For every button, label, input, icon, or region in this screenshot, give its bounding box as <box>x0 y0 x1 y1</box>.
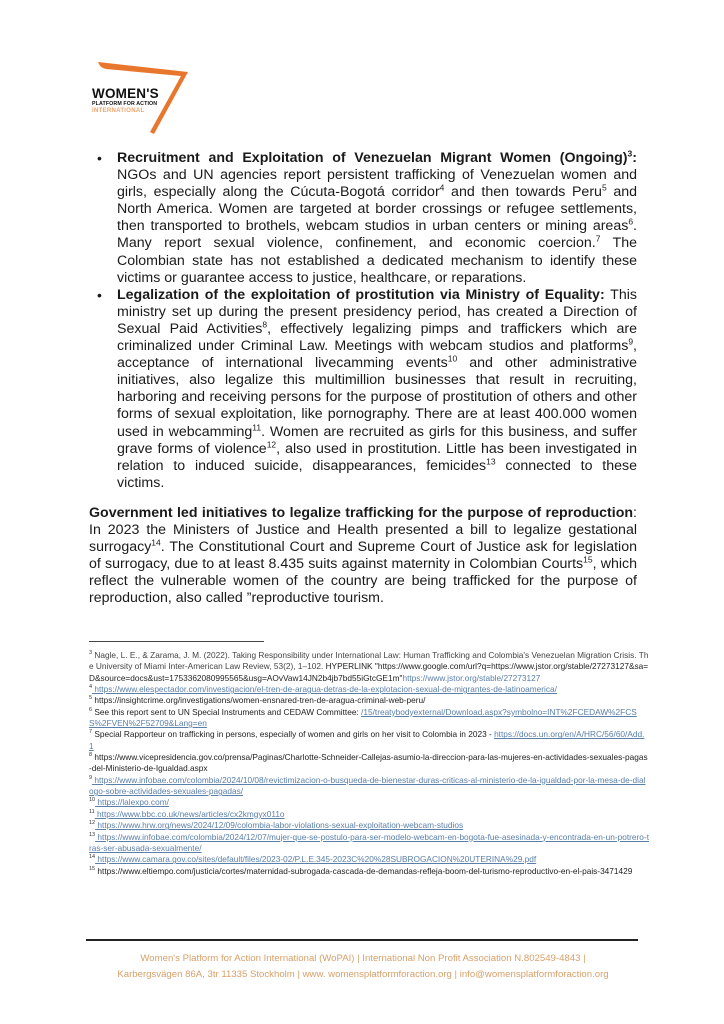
footnote-number: 7 <box>89 729 93 736</box>
footnote-number: 9 <box>89 775 93 782</box>
bullet-title-colon: : <box>632 150 637 166</box>
text-run: , acceptance of international livecamming events <box>117 338 637 372</box>
footnote-link[interactable]: https://www.jstor.org/stable/27273127 <box>402 672 541 683</box>
footnote-4 <box>89 684 649 695</box>
footnote-ref[interactable]: 9 <box>628 336 634 347</box>
footnote-7 <box>89 729 649 752</box>
footnote-number: 6 <box>89 706 93 713</box>
footnote-ref[interactable]: 8 <box>262 319 268 330</box>
text-run: . The Constitutional Court and Supreme Court of Justice ask for legislation of surrogacy, due to at least 8.435 suits against maternity in Colombian Courts <box>89 539 637 573</box>
bullet-item-ministry-equality <box>97 286 637 492</box>
logo-wordmark <box>92 87 159 114</box>
footnote-ref[interactable]: 13 <box>486 455 496 466</box>
text-run: and then towards Peru <box>444 184 602 201</box>
footnote-15 <box>89 866 649 877</box>
footnote-number: 10 <box>89 797 96 804</box>
footnote-number: 5 <box>89 695 93 702</box>
footnote-link[interactable]: https://lalexpo.com/ <box>95 797 169 808</box>
footnotes <box>89 650 649 877</box>
document-body <box>89 150 637 607</box>
text-run: : In 2023 the Ministers of Justice and Health presented a bill to legalize gestational surrogacy <box>89 504 637 556</box>
bullet-item-venezuelan-migrants <box>97 148 638 287</box>
footnote-text: https://insightcrime.org/investigations/women-ensnared-tren-de-aragua-criminal-web-peru/ <box>92 695 426 706</box>
footnote-5 <box>89 695 649 706</box>
footer-line-2: Karbergsvägen 86A, 3tr 11335 Stockholm | www. womensplatformforaction.org | info@womensplatformforaction.org <box>117 969 609 980</box>
footer-divider <box>86 939 638 941</box>
footnote-ref[interactable]: 5 <box>601 182 607 193</box>
footnote-number: 14 <box>89 854 96 861</box>
footnote-number: 3 <box>89 650 93 657</box>
text-run: and North America. Women are targeted at border crossings or refugee settlements, then transported to brothels, webcam studios in urban centers or mining areas <box>117 184 637 235</box>
footnote-link[interactable]: https://www.hrw.org/news/2024/12/09/colombia-labor-violations-sexual-exploitation-webcam-studios <box>95 820 464 831</box>
footnote-link[interactable]: https://docs.un.org/en/A/HRC/56/60/Add.1 <box>89 729 645 751</box>
text-run: , which reflect the vulnerable women of the country are being trafficked for the purpose of reproduction, also called ”reproductive tourism. <box>89 556 637 607</box>
footnote-12 <box>89 820 649 831</box>
footnote-number: 11 <box>89 809 95 816</box>
logo-line-platform: PLATFORM FOR ACTION <box>92 100 158 107</box>
footnote-link[interactable]: https://www.elespectador.com/investigacion/el-tren-de-aragua-detras-de-la-explotacion-sexual-de-migrantes-de-latinoamerica/ <box>92 684 557 695</box>
bullet-icon: • <box>97 150 102 166</box>
logo-line-international: INTERNATIONAL <box>92 107 145 114</box>
footnote-ref[interactable]: 3 <box>627 148 633 159</box>
footnote-8 <box>89 752 649 775</box>
footnote-14 <box>89 854 649 865</box>
footnote-number: 12 <box>89 820 96 827</box>
footnote-10 <box>89 797 649 808</box>
footnote-link[interactable]: https://www.bbc.co.uk/news/articles/cx2kmgyx011o <box>94 808 285 819</box>
text-run: connected to these victims. <box>117 457 637 491</box>
footnote-ref[interactable]: 6 <box>628 216 634 227</box>
bullet-text <box>117 167 637 286</box>
footnote-text: HYPERLINK "https://www.google.com/url?q=https://www.jstor.org/stable/27273127&sa=D&source=docs&ust=1753362080995565&usg=AOvVaw14JN2b4jb7bd55iGtcGE1m" <box>89 661 649 683</box>
footnote-text: Special Rapporteur on trafficking in persons, especially of women and girls on her visit to Colombia in 2023 - <box>92 729 495 740</box>
footnote-ref[interactable]: 4 <box>439 182 445 193</box>
footnote-ref[interactable]: 15 <box>583 554 593 565</box>
footnote-number: 8 <box>89 752 93 759</box>
text-run: NGOs and UN agencies report persistent trafficking of Venezuelan women and girls, especially along the Cúcuta-Bogotá corridor <box>117 167 637 201</box>
footnote-number: 13 <box>89 831 96 838</box>
page-footer <box>80 951 646 983</box>
footnote-3 <box>89 650 649 684</box>
footnote-6 <box>89 707 649 730</box>
footnote-link[interactable]: /15/treatybodyexternal/Download.aspx?symbolno=INT%2FCEDAW%2FCSS%2FVEN%2F52709&Lang=en <box>89 706 637 729</box>
footnote-9 <box>89 775 649 798</box>
bullet-title: Legalization of the exploitation of prostitution via Ministry of Equality: <box>117 286 605 303</box>
paragraph-reproduction <box>89 505 637 608</box>
footnote-11 <box>89 809 649 820</box>
footnote-ref[interactable]: 12 <box>266 438 277 449</box>
bullet-text <box>117 287 637 491</box>
text-run: and other administrative initiatives, also legalize this multimillion businesses that result in recruiting, harboring and receiving persons for the purpose of prostitution of others and other forms of sexual exploitation, like pornography. There are at least 400.000 women used in webcamming <box>117 355 637 440</box>
footnote-ref[interactable]: 10 <box>447 353 458 364</box>
text-run: , effectively legalizing pimps and traffickers which are criminalized under Criminal Law. Meetings with webcam studios and platforms <box>117 320 637 355</box>
footnote-text: Nagle, L. E., & Zarama, J. M. (2022). Taking Responsibility under International Law: Human Trafficking and Colombia's Venezuelan Migration Crisis. The University of Miami Inter-American Law Review, 53(2), 1–102. <box>89 650 649 672</box>
footnote-link[interactable]: https://www.infobae.com/colombia/2024/12/07/mujer-que-se-postulo-para-ser-modelo-webcam-en-bogota-fue-asesinada-y-encontrada-en-un-potrero-tras-ser-abusada-sexualmente/ <box>89 831 649 853</box>
footnote-text: https://www.eltiempo.com/justicia/cortes/maternidad-subrogada-cascada-de-demandas-refleja-boom-del-turismo-reproductivo-en-el-pais-3471429 <box>95 865 633 876</box>
footnote-13 <box>89 832 649 855</box>
text-run: . Women are recruited as girls for this business, and suffer grave forms of violence <box>117 423 637 457</box>
footnote-link[interactable]: https://www.camara.gov.co/sites/default/files/2023-02/P.L.E.345-2023C%20%28SUBROGACION%20UTERINA%29.pdf <box>95 854 537 865</box>
text-run: , also used in prostitution. Little has been investigated in relation to induced suicide, disappearances, femicides <box>117 440 637 474</box>
footer-line-1: Women's Platform for Action International (WoPAI) | International Non Profit Association N.802549-4843 | <box>140 953 586 964</box>
footnote-ref[interactable]: 7 <box>595 233 601 244</box>
text-run: . Many report sexual violence, confinement, and economic coercion. <box>117 218 637 252</box>
footnote-ref[interactable]: 14 <box>151 537 161 548</box>
bullet-title: Recruitment and Exploitation of Venezuelan Migrant Women (Ongoing) <box>117 150 628 166</box>
footnote-text: https://www.vicepresidencia.gov.co/prensa/Paginas/Charlotte-Schneider-Callejas-asumio-la-direccion-para-las-mujeres-en-actividades-sexuales-pagas-del-Ministerio-de-Igualdad.aspx <box>89 752 648 774</box>
footnote-ref[interactable]: 11 <box>252 421 262 432</box>
footnote-separator <box>89 641 264 642</box>
footnote-link[interactable]: https://www.infobae.com/colombia/2024/10/08/revictimizacion-o-busqueda-de-bienestar-duras-criticas-al-ministerio-de-la-igualdad-por-la-mesa-de-dialogo-sobre-actividades-sexuales-pagadas/ <box>89 774 646 797</box>
paragraph-title: Government led initiatives to legalize trafficking for the purpose of reproduction <box>89 504 634 521</box>
text-run: The Colombian state has not established a dedicated mechanism to identify these victims or guarantee access to justice, healthcare, or reparations. <box>117 235 638 286</box>
bullet-icon: • <box>97 286 102 303</box>
bullet-list <box>89 150 637 492</box>
organization-logo <box>92 58 196 136</box>
text-run: This ministry set up during the present presidency period, has created a Direction of Sexual Paid Activities <box>117 286 637 337</box>
footnote-text: See this report sent to UN Special Instruments and CEDAW Committee: <box>92 706 362 717</box>
logo-line-womens: WOMEN'S <box>92 86 159 101</box>
footnote-number: 4 <box>89 684 93 691</box>
footnote-number: 15 <box>89 865 96 872</box>
